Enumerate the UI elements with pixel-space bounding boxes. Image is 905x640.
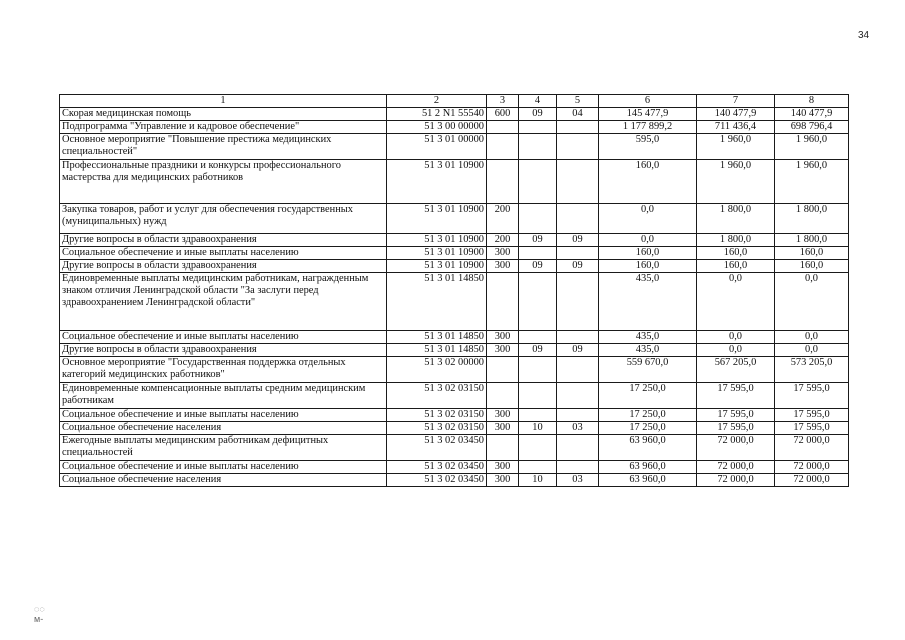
row-code: 51 3 01 14850 [387,273,487,331]
table-row [60,409,849,422]
row-amount-3: 1 800,0 [775,234,849,247]
row-amount-2: 1 800,0 [697,204,775,234]
row-name: Другие вопросы в области здравоохранения [60,344,387,357]
row-code: 51 3 02 03450 [387,461,487,474]
row-expense-type [487,160,519,204]
row-code: 51 3 01 10900 [387,234,487,247]
row-name: Подпрограмма "Управление и кадровое обеспечение" [60,121,387,134]
row-amount-2: 72 000,0 [697,474,775,487]
row-amount-3: 1 960,0 [775,160,849,204]
table-row [60,247,849,260]
table-row [60,273,849,331]
row-section [519,461,557,474]
row-expense-type: 300 [487,344,519,357]
row-amount-3: 140 477,9 [775,108,849,121]
row-code: 51 3 01 10900 [387,260,487,273]
row-expense-type: 300 [487,461,519,474]
row-amount-2: 0,0 [697,344,775,357]
row-expense-type [487,134,519,160]
table-body [60,95,849,487]
header-cell: 8 [775,95,849,108]
row-subsection [557,273,599,331]
row-section [519,247,557,260]
header-cell: 4 [519,95,557,108]
row-expense-type: 600 [487,108,519,121]
table-row [60,234,849,247]
row-expense-type: 300 [487,422,519,435]
row-amount-2: 0,0 [697,331,775,344]
row-code: 51 3 02 00000 [387,357,487,383]
row-amount-3: 17 595,0 [775,383,849,409]
row-amount-1: 145 477,9 [599,108,697,121]
table-row [60,134,849,160]
row-expense-type [487,273,519,331]
row-amount-1: 160,0 [599,247,697,260]
row-name: Единовременные выплаты медицинским работникам, награжденным знаком отличия Ленинградской области "За заслуги перед здравоохранением Ленинградской области" [60,273,387,331]
row-name: Основное мероприятие "Государственная поддержка отдельных категорий медицинских работников" [60,357,387,383]
row-section [519,160,557,204]
row-code: 51 3 01 10900 [387,204,487,234]
row-amount-3: 698 796,4 [775,121,849,134]
row-section: 10 [519,474,557,487]
row-amount-2: 1 960,0 [697,134,775,160]
row-subsection [557,121,599,134]
table-row [60,461,849,474]
row-expense-type [487,121,519,134]
row-expense-type: 300 [487,331,519,344]
row-code: 51 3 02 03150 [387,409,487,422]
row-code: 51 3 02 03450 [387,474,487,487]
row-name: Социальное обеспечение и иные выплаты населению [60,409,387,422]
row-amount-3: 160,0 [775,260,849,273]
row-name: Профессиональные праздники и конкурсы профессионального мастерства для медицинских работников [60,160,387,204]
row-name: Основное мероприятие "Повышение престижа медицинских специальностей" [60,134,387,160]
row-amount-2: 140 477,9 [697,108,775,121]
row-subsection [557,461,599,474]
row-subsection [557,331,599,344]
row-amount-1: 0,0 [599,204,697,234]
row-expense-type: 300 [487,247,519,260]
row-expense-type: 300 [487,409,519,422]
row-amount-3: 160,0 [775,247,849,260]
table-row [60,383,849,409]
row-section [519,409,557,422]
table-row [60,108,849,121]
header-cell: 1 [60,95,387,108]
row-name: Другие вопросы в области здравоохранения [60,234,387,247]
scan-mark: ◌◌ ᴍ- [34,604,45,624]
row-amount-1: 0,0 [599,234,697,247]
row-amount-2: 0,0 [697,273,775,331]
row-section [519,204,557,234]
table-header-row [60,95,849,108]
row-code: 51 3 02 03150 [387,422,487,435]
header-cell: 6 [599,95,697,108]
row-amount-1: 435,0 [599,273,697,331]
row-amount-3: 0,0 [775,331,849,344]
row-code: 51 3 00 00000 [387,121,487,134]
row-expense-type [487,357,519,383]
row-expense-type [487,435,519,461]
row-section [519,121,557,134]
table-row [60,435,849,461]
row-subsection: 03 [557,474,599,487]
table-row [60,160,849,204]
row-name: Ежегодные выплаты медицинским работникам дефицитных специальностей [60,435,387,461]
row-subsection [557,383,599,409]
row-amount-1: 160,0 [599,160,697,204]
row-amount-1: 63 960,0 [599,461,697,474]
row-amount-1: 63 960,0 [599,435,697,461]
row-code: 51 3 01 10900 [387,247,487,260]
row-amount-2: 17 595,0 [697,383,775,409]
row-amount-3: 1 800,0 [775,204,849,234]
row-name: Социальное обеспечение населения [60,474,387,487]
row-expense-type: 200 [487,234,519,247]
row-amount-1: 595,0 [599,134,697,160]
row-name: Скорая медицинская помощь [60,108,387,121]
row-code: 51 3 01 14850 [387,331,487,344]
table-row [60,474,849,487]
row-amount-2: 567 205,0 [697,357,775,383]
row-amount-2: 160,0 [697,247,775,260]
row-name: Единовременные компенсационные выплаты средним медицинским работникам [60,383,387,409]
row-code: 51 3 02 03450 [387,435,487,461]
row-amount-2: 1 800,0 [697,234,775,247]
row-amount-2: 160,0 [697,260,775,273]
row-code: 51 3 01 10900 [387,160,487,204]
row-section: 09 [519,260,557,273]
table-row [60,204,849,234]
row-amount-2: 72 000,0 [697,461,775,474]
row-amount-3: 573 205,0 [775,357,849,383]
row-subsection: 09 [557,234,599,247]
table-row [60,357,849,383]
header-cell: 7 [697,95,775,108]
row-section: 09 [519,234,557,247]
row-section [519,357,557,383]
row-subsection: 03 [557,422,599,435]
row-subsection [557,357,599,383]
row-name: Социальное обеспечение и иные выплаты населению [60,247,387,260]
row-subsection [557,247,599,260]
row-section [519,435,557,461]
row-amount-2: 72 000,0 [697,435,775,461]
row-code: 51 2 N1 55540 [387,108,487,121]
row-amount-2: 17 595,0 [697,422,775,435]
row-amount-1: 63 960,0 [599,474,697,487]
row-amount-1: 17 250,0 [599,383,697,409]
row-amount-1: 17 250,0 [599,409,697,422]
row-amount-2: 17 595,0 [697,409,775,422]
row-amount-1: 160,0 [599,260,697,273]
row-amount-1: 1 177 899,2 [599,121,697,134]
table-row [60,121,849,134]
row-section: 09 [519,108,557,121]
row-code: 51 3 01 00000 [387,134,487,160]
row-amount-3: 72 000,0 [775,461,849,474]
row-expense-type [487,383,519,409]
row-code: 51 3 02 03150 [387,383,487,409]
row-name: Социальное обеспечение и иные выплаты населению [60,331,387,344]
row-section [519,134,557,160]
row-section [519,383,557,409]
row-subsection [557,435,599,461]
row-amount-3: 17 595,0 [775,422,849,435]
header-cell: 3 [487,95,519,108]
row-amount-3: 0,0 [775,344,849,357]
row-code: 51 3 01 14850 [387,344,487,357]
row-section [519,331,557,344]
row-amount-2: 711 436,4 [697,121,775,134]
row-name: Социальное обеспечение и иные выплаты населению [60,461,387,474]
row-expense-type: 300 [487,474,519,487]
row-amount-3: 72 000,0 [775,435,849,461]
row-subsection [557,134,599,160]
row-amount-3: 1 960,0 [775,134,849,160]
row-name: Другие вопросы в области здравоохранения [60,260,387,273]
row-amount-3: 72 000,0 [775,474,849,487]
table-row [60,260,849,273]
header-cell: 2 [387,95,487,108]
row-subsection: 09 [557,344,599,357]
row-amount-3: 17 595,0 [775,409,849,422]
row-expense-type: 200 [487,204,519,234]
row-subsection [557,160,599,204]
row-subsection [557,204,599,234]
row-amount-1: 435,0 [599,344,697,357]
row-amount-1: 559 670,0 [599,357,697,383]
row-amount-3: 0,0 [775,273,849,331]
row-name: Социальное обеспечение населения [60,422,387,435]
table-row [60,331,849,344]
table-row [60,422,849,435]
budget-table [59,94,849,487]
row-section: 09 [519,344,557,357]
row-amount-2: 1 960,0 [697,160,775,204]
row-amount-1: 17 250,0 [599,422,697,435]
row-expense-type: 300 [487,260,519,273]
table-row [60,344,849,357]
row-amount-1: 435,0 [599,331,697,344]
row-name: Закупка товаров, работ и услуг для обеспечения государственных (муниципальных) нужд [60,204,387,234]
row-section [519,273,557,331]
row-subsection: 04 [557,108,599,121]
header-cell: 5 [557,95,599,108]
row-subsection [557,409,599,422]
row-section: 10 [519,422,557,435]
row-subsection: 09 [557,260,599,273]
page-number: 34 [858,30,870,41]
